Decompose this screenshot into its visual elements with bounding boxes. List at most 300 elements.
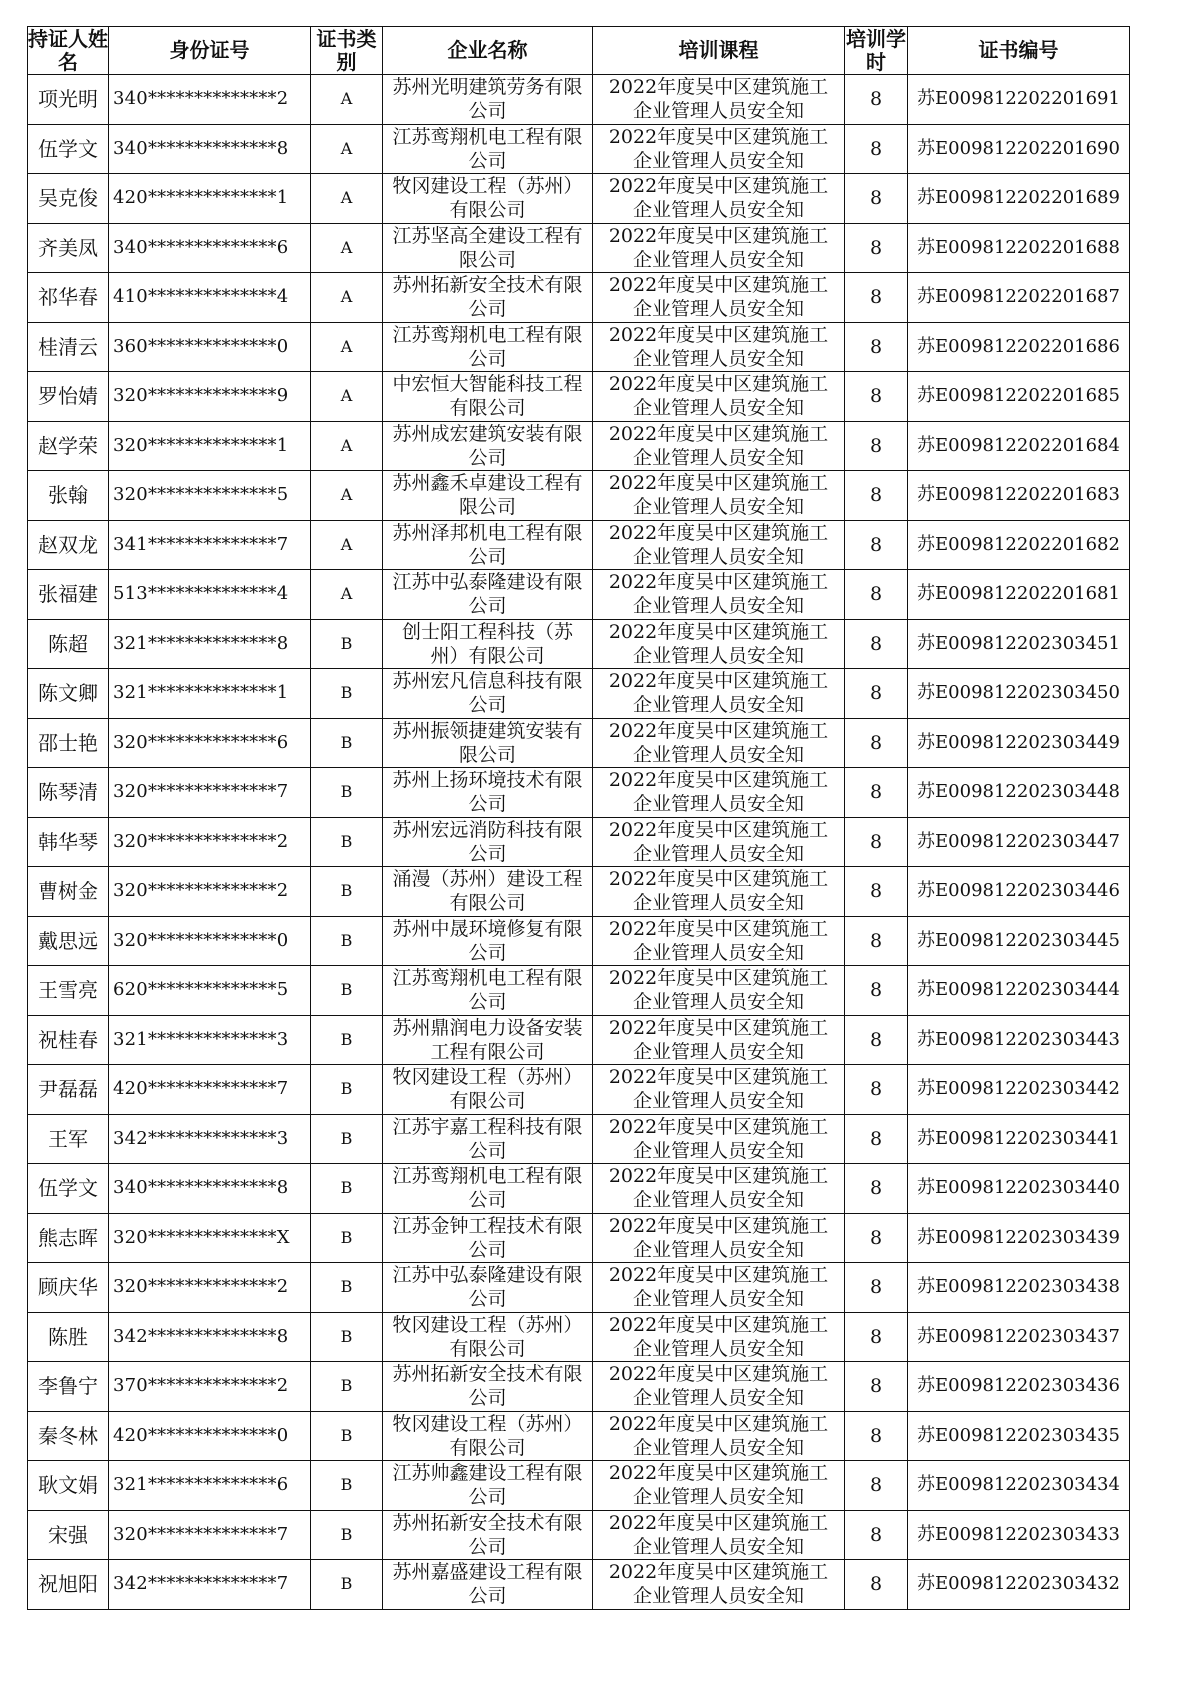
company-name-text: 苏州上扬环境技术有限公司 (392, 769, 583, 816)
table-row (28, 1510, 1130, 1560)
company-name-text: 牧冈建设工程（苏州）有限公司 (392, 1066, 583, 1113)
company-name-cell (383, 273, 593, 323)
id-number-cell: 410**************4 (109, 273, 311, 323)
cert-number-cell: 苏E009812202303439 (908, 1213, 1130, 1263)
cert-type-cell: A (311, 174, 383, 224)
training-course-text: 2022年度吴中区建筑施工企业管理人员安全知 (608, 917, 829, 964)
company-name-cell (383, 174, 593, 224)
company-name-cell (383, 916, 593, 966)
training-course-cell (593, 471, 845, 521)
training-hours-cell: 8 (845, 75, 908, 125)
id-number-cell: 320**************1 (109, 421, 311, 471)
cert-number-cell: 苏E009812202201681 (908, 570, 1130, 620)
cert-type-cell: A (311, 75, 383, 125)
training-course-cell (593, 372, 845, 422)
company-name-text: 苏州鼎润电力设备安装工程有限公司 (392, 1016, 583, 1063)
header-training-hours: 培训学时 (846, 26, 906, 74)
training-hours-cell: 8 (845, 718, 908, 768)
cert-number-cell: 苏E009812202303435 (908, 1411, 1130, 1461)
cert-type-cell: B (311, 916, 383, 966)
training-hours-cell: 8 (845, 1114, 908, 1164)
cert-number-cell: 苏E009812202201688 (908, 223, 1130, 273)
cert-number-cell: 苏E009812202303434 (908, 1461, 1130, 1511)
table-row (28, 916, 1130, 966)
id-number-cell: 513**************4 (109, 570, 311, 620)
cert-type-cell: A (311, 273, 383, 323)
cert-type-cell: B (311, 669, 383, 719)
table-row (28, 75, 1130, 125)
company-name-text: 江苏宇嘉工程科技有限公司 (392, 1115, 583, 1162)
training-hours-cell: 8 (845, 768, 908, 818)
company-name-cell (383, 1362, 593, 1412)
training-course-cell (593, 718, 845, 768)
cert-type-cell: B (311, 1362, 383, 1412)
cert-number-cell: 苏E009812202303449 (908, 718, 1130, 768)
table-row (28, 619, 1130, 669)
training-course-text: 2022年度吴中区建筑施工企业管理人员安全知 (608, 175, 829, 222)
id-number-cell: 420**************1 (109, 174, 311, 224)
company-name-cell (383, 1312, 593, 1362)
cert-type-cell: B (311, 966, 383, 1016)
id-number-cell: 320**************X (109, 1213, 311, 1263)
cert-number-cell: 苏E009812202303432 (908, 1560, 1130, 1610)
training-hours-cell: 8 (845, 124, 908, 174)
holder-name-cell: 赵学荣 (28, 421, 109, 471)
company-name-text: 创士阳工程科技（苏州）有限公司 (401, 620, 573, 667)
training-course-text: 2022年度吴中区建筑施工企业管理人员安全知 (608, 1561, 829, 1608)
training-course-cell (593, 817, 845, 867)
table-row (28, 1164, 1130, 1214)
table-row (28, 718, 1130, 768)
cert-type-cell: B (311, 1213, 383, 1263)
holder-name-cell: 熊志晖 (28, 1213, 109, 1263)
cert-type-cell: B (311, 1263, 383, 1313)
holder-name-cell: 邵士艳 (28, 718, 109, 768)
training-course-text: 2022年度吴中区建筑施工企业管理人员安全知 (608, 1066, 829, 1113)
table-row (28, 1362, 1130, 1412)
company-name-cell (383, 570, 593, 620)
id-number-cell: 342**************3 (109, 1114, 311, 1164)
training-course-text: 2022年度吴中区建筑施工企业管理人员安全知 (608, 1165, 829, 1212)
training-hours-cell: 8 (845, 174, 908, 224)
cert-type-cell: B (311, 1065, 383, 1115)
id-number-cell: 420**************7 (109, 1065, 311, 1115)
company-name-cell (383, 718, 593, 768)
company-name-text: 牧冈建设工程（苏州）有限公司 (392, 175, 583, 222)
training-course-cell (593, 223, 845, 273)
cert-number-cell: 苏E009812202303441 (908, 1114, 1130, 1164)
cert-type-cell: B (311, 867, 383, 917)
holder-name-cell: 宋强 (28, 1510, 109, 1560)
training-course-text: 2022年度吴中区建筑施工企业管理人员安全知 (608, 76, 829, 123)
training-course-cell (593, 1411, 845, 1461)
holder-name-cell: 王军 (28, 1114, 109, 1164)
holder-name-cell: 戴思远 (28, 916, 109, 966)
company-name-text: 苏州鑫禾卓建设工程有限公司 (392, 472, 583, 519)
training-course-text: 2022年度吴中区建筑施工企业管理人员安全知 (608, 323, 829, 370)
cert-number-cell: 苏E009812202201683 (908, 471, 1130, 521)
training-course-cell (593, 768, 845, 818)
training-course-cell (593, 1362, 845, 1412)
cert-number-cell: 苏E009812202303442 (908, 1065, 1130, 1115)
cert-number-cell: 苏E009812202303433 (908, 1510, 1130, 1560)
training-course-cell (593, 421, 845, 471)
cert-number-cell: 苏E009812202201684 (908, 421, 1130, 471)
training-course-text: 2022年度吴中区建筑施工企业管理人员安全知 (608, 1412, 829, 1459)
company-name-cell (383, 867, 593, 917)
id-number-cell: 342**************7 (109, 1560, 311, 1610)
training-hours-cell: 8 (845, 1312, 908, 1362)
training-course-cell (593, 1065, 845, 1115)
training-course-cell (593, 916, 845, 966)
cert-number-cell: 苏E009812202303438 (908, 1263, 1130, 1313)
training-course-cell (593, 1461, 845, 1511)
holder-name-cell: 项光明 (28, 75, 109, 125)
company-name-cell (383, 322, 593, 372)
table-row (28, 768, 1130, 818)
company-name-cell (383, 1164, 593, 1214)
cert-type-cell: B (311, 1461, 383, 1511)
company-name-cell (383, 1560, 593, 1610)
cert-number-cell: 苏E009812202303448 (908, 768, 1130, 818)
id-number-cell: 321**************8 (109, 619, 311, 669)
cert-number-cell: 苏E009812202303446 (908, 867, 1130, 917)
training-hours-cell: 8 (845, 1461, 908, 1511)
id-number-cell: 320**************2 (109, 867, 311, 917)
training-course-text: 2022年度吴中区建筑施工企业管理人员安全知 (608, 1264, 829, 1311)
training-course-text: 2022年度吴中区建筑施工企业管理人员安全知 (608, 1016, 829, 1063)
cert-type-cell: B (311, 817, 383, 867)
holder-name-cell: 祝桂春 (28, 1015, 109, 1065)
header-holder-name: 持证人姓名 (28, 26, 108, 74)
training-course-cell (593, 1510, 845, 1560)
holder-name-cell: 伍学文 (28, 124, 109, 174)
training-course-text: 2022年度吴中区建筑施工企业管理人员安全知 (608, 571, 829, 618)
company-name-text: 中宏恒大智能科技工程有限公司 (392, 373, 583, 420)
company-name-cell (383, 1510, 593, 1560)
holder-name-cell: 吴克俊 (28, 174, 109, 224)
training-course-cell (593, 619, 845, 669)
training-course-cell (593, 273, 845, 323)
table-row (28, 1015, 1130, 1065)
cert-number-cell: 苏E009812202303443 (908, 1015, 1130, 1065)
training-course-text: 2022年度吴中区建筑施工企业管理人员安全知 (608, 769, 829, 816)
training-course-text: 2022年度吴中区建筑施工企业管理人员安全知 (608, 1462, 829, 1509)
table-row (28, 1114, 1130, 1164)
cert-number-cell: 苏E009812202303440 (908, 1164, 1130, 1214)
cert-type-cell: B (311, 1510, 383, 1560)
id-number-cell: 321**************3 (109, 1015, 311, 1065)
cert-type-cell: A (311, 570, 383, 620)
header-cert-type: 证书类别 (311, 27, 383, 75)
training-course-cell (593, 570, 845, 620)
table-row (28, 669, 1130, 719)
training-hours-cell: 8 (845, 273, 908, 323)
training-hours-cell: 8 (845, 421, 908, 471)
training-hours-cell: 8 (845, 570, 908, 620)
cert-type-cell: A (311, 421, 383, 471)
cert-type-cell: B (311, 1114, 383, 1164)
table-body (28, 75, 1130, 1610)
company-name-text: 苏州拓新安全技术有限公司 (392, 274, 583, 321)
training-hours-cell: 8 (845, 1362, 908, 1412)
training-course-text: 2022年度吴中区建筑施工企业管理人员安全知 (608, 670, 829, 717)
id-number-cell: 620**************5 (109, 966, 311, 1016)
id-number-cell: 340**************6 (109, 223, 311, 273)
training-hours-cell: 8 (845, 1164, 908, 1214)
id-number-cell: 340**************8 (109, 1164, 311, 1214)
table-row (28, 1560, 1130, 1610)
training-hours-cell: 8 (845, 669, 908, 719)
training-hours-cell: 8 (845, 1213, 908, 1263)
holder-name-cell: 尹磊磊 (28, 1065, 109, 1115)
holder-name-cell: 王雪亮 (28, 966, 109, 1016)
company-name-text: 苏州拓新安全技术有限公司 (392, 1511, 583, 1558)
cert-number-cell: 苏E009812202303445 (908, 916, 1130, 966)
holder-name-cell: 陈胜 (28, 1312, 109, 1362)
training-course-cell (593, 966, 845, 1016)
company-name-text: 江苏帅鑫建设工程有限公司 (392, 1462, 583, 1509)
company-name-cell (383, 1213, 593, 1263)
company-name-text: 苏州拓新安全技术有限公司 (392, 1363, 583, 1410)
company-name-text: 牧冈建设工程（苏州）有限公司 (392, 1313, 583, 1360)
company-name-text: 苏州宏凡信息科技有限公司 (392, 670, 583, 717)
company-name-text: 苏州成宏建筑安装有限公司 (392, 422, 583, 469)
company-name-cell (383, 223, 593, 273)
cert-number-cell: 苏E009812202201690 (908, 124, 1130, 174)
cert-number-cell: 苏E009812202201685 (908, 372, 1130, 422)
cert-number-cell: 苏E009812202201682 (908, 520, 1130, 570)
training-course-cell (593, 1015, 845, 1065)
company-name-text: 涌漫（苏州）建设工程有限公司 (392, 868, 583, 915)
company-name-cell (383, 124, 593, 174)
training-hours-cell: 8 (845, 1411, 908, 1461)
company-name-cell (383, 1015, 593, 1065)
table-row (28, 817, 1130, 867)
cert-number-cell: 苏E009812202201686 (908, 322, 1130, 372)
cert-type-cell: A (311, 124, 383, 174)
company-name-cell (383, 817, 593, 867)
id-number-cell: 342**************8 (109, 1312, 311, 1362)
table-row (28, 1065, 1130, 1115)
company-name-text: 江苏中弘泰隆建设有限公司 (392, 1264, 583, 1311)
company-name-text: 苏州宏远消防科技有限公司 (392, 818, 583, 865)
table-header (28, 27, 1130, 75)
cert-type-cell: B (311, 718, 383, 768)
holder-name-cell: 祝旭阳 (28, 1560, 109, 1610)
training-course-text: 2022年度吴中区建筑施工企业管理人员安全知 (608, 1313, 829, 1360)
training-course-cell (593, 669, 845, 719)
id-number-cell: 320**************2 (109, 817, 311, 867)
header-cert-number: 证书编号 (908, 27, 1130, 75)
training-course-text: 2022年度吴中区建筑施工企业管理人员安全知 (608, 125, 829, 172)
training-course-text: 2022年度吴中区建筑施工企业管理人员安全知 (608, 373, 829, 420)
cert-type-cell: A (311, 322, 383, 372)
table-row (28, 372, 1130, 422)
training-course-cell (593, 1213, 845, 1263)
company-name-cell (383, 1263, 593, 1313)
table-row (28, 1461, 1130, 1511)
company-name-cell (383, 966, 593, 1016)
cert-number-cell: 苏E009812202201689 (908, 174, 1130, 224)
holder-name-cell: 韩华琴 (28, 817, 109, 867)
holder-name-cell: 罗怡婧 (28, 372, 109, 422)
training-course-cell (593, 867, 845, 917)
training-course-cell (593, 322, 845, 372)
id-number-cell: 420**************0 (109, 1411, 311, 1461)
holder-name-cell: 李鲁宁 (28, 1362, 109, 1412)
training-course-cell (593, 1560, 845, 1610)
table-row (28, 223, 1130, 273)
training-hours-cell: 8 (845, 619, 908, 669)
table-row (28, 174, 1130, 224)
company-name-text: 苏州光明建筑劳务有限公司 (392, 76, 583, 123)
holder-name-cell: 伍学文 (28, 1164, 109, 1214)
company-name-cell (383, 1114, 593, 1164)
holder-name-cell: 秦冬林 (28, 1411, 109, 1461)
company-name-cell (383, 75, 593, 125)
company-name-cell (383, 669, 593, 719)
training-course-text: 2022年度吴中区建筑施工企业管理人员安全知 (608, 1363, 829, 1410)
training-course-text: 2022年度吴中区建筑施工企业管理人员安全知 (608, 521, 829, 568)
company-name-text: 江苏鸾翔机电工程有限公司 (392, 125, 583, 172)
id-number-cell: 320**************0 (109, 916, 311, 966)
training-course-text: 2022年度吴中区建筑施工企业管理人员安全知 (608, 868, 829, 915)
company-name-cell (383, 1461, 593, 1511)
id-number-cell: 340**************8 (109, 124, 311, 174)
training-course-text: 2022年度吴中区建筑施工企业管理人员安全知 (608, 1214, 829, 1261)
id-number-cell: 320**************7 (109, 768, 311, 818)
certificate-table (27, 26, 1130, 1610)
company-name-cell (383, 520, 593, 570)
cert-number-cell: 苏E009812202303447 (908, 817, 1130, 867)
training-course-cell (593, 75, 845, 125)
holder-name-cell: 曹树金 (28, 867, 109, 917)
training-course-cell (593, 1263, 845, 1313)
training-course-cell (593, 124, 845, 174)
training-hours-cell: 8 (845, 322, 908, 372)
company-name-text: 苏州中晟环境修复有限公司 (392, 917, 583, 964)
company-name-text: 江苏鸾翔机电工程有限公司 (392, 323, 583, 370)
training-hours-cell: 8 (845, 1560, 908, 1610)
training-hours-cell: 8 (845, 520, 908, 570)
training-hours-cell: 8 (845, 223, 908, 273)
cert-type-cell: B (311, 1015, 383, 1065)
cert-number-cell: 苏E009812202303444 (908, 966, 1130, 1016)
table-row (28, 471, 1130, 521)
training-hours-cell: 8 (845, 372, 908, 422)
training-course-cell (593, 1114, 845, 1164)
table-row (28, 1213, 1130, 1263)
table-row (28, 124, 1130, 174)
cert-type-cell: B (311, 768, 383, 818)
holder-name-cell: 顾庆华 (28, 1263, 109, 1313)
company-name-cell (383, 768, 593, 818)
cert-type-cell: A (311, 372, 383, 422)
training-hours-cell: 8 (845, 817, 908, 867)
training-hours-cell: 8 (845, 867, 908, 917)
id-number-cell: 321**************1 (109, 669, 311, 719)
company-name-text: 苏州嘉盛建设工程有限公司 (392, 1561, 583, 1608)
training-course-text: 2022年度吴中区建筑施工企业管理人员安全知 (608, 422, 829, 469)
training-hours-cell: 8 (845, 966, 908, 1016)
id-number-cell: 360**************0 (109, 322, 311, 372)
training-hours-cell: 8 (845, 1065, 908, 1115)
id-number-cell: 320**************7 (109, 1510, 311, 1560)
id-number-cell: 320**************6 (109, 718, 311, 768)
cert-type-cell: B (311, 619, 383, 669)
cert-number-cell: 苏E009812202303436 (908, 1362, 1130, 1412)
table-row (28, 1411, 1130, 1461)
table-row (28, 1312, 1130, 1362)
table-row (28, 570, 1130, 620)
company-name-text: 江苏坚高全建设工程有限公司 (392, 224, 583, 271)
table-row (28, 421, 1130, 471)
cert-number-cell: 苏E009812202303437 (908, 1312, 1130, 1362)
cert-type-cell: A (311, 520, 383, 570)
training-course-cell (593, 520, 845, 570)
cert-type-cell: B (311, 1164, 383, 1214)
cert-number-cell: 苏E009812202201687 (908, 273, 1130, 323)
cert-type-cell: B (311, 1312, 383, 1362)
header-company-name: 企业名称 (383, 27, 593, 75)
holder-name-cell: 张福建 (28, 570, 109, 620)
cert-type-cell: A (311, 223, 383, 273)
holder-name-cell: 赵双龙 (28, 520, 109, 570)
company-name-cell (383, 421, 593, 471)
id-number-cell: 320**************2 (109, 1263, 311, 1313)
table-row (28, 322, 1130, 372)
training-course-text: 2022年度吴中区建筑施工企业管理人员安全知 (608, 1115, 829, 1162)
holder-name-cell: 陈超 (28, 619, 109, 669)
training-course-cell (593, 1164, 845, 1214)
holder-name-cell: 陈文卿 (28, 669, 109, 719)
company-name-text: 江苏鸾翔机电工程有限公司 (392, 1165, 583, 1212)
company-name-cell (383, 619, 593, 669)
training-hours-cell: 8 (845, 1015, 908, 1065)
holder-name-cell: 陈琴清 (28, 768, 109, 818)
company-name-cell (383, 471, 593, 521)
cert-type-cell: B (311, 1560, 383, 1610)
training-course-text: 2022年度吴中区建筑施工企业管理人员安全知 (608, 1511, 829, 1558)
header-row (28, 27, 1130, 75)
id-number-cell: 370**************2 (109, 1362, 311, 1412)
company-name-text: 江苏中弘泰隆建设有限公司 (392, 571, 583, 618)
header-training-course: 培训课程 (593, 27, 845, 75)
training-course-text: 2022年度吴中区建筑施工企业管理人员安全知 (608, 818, 829, 865)
training-hours-cell: 8 (845, 471, 908, 521)
cert-number-cell: 苏E009812202201691 (908, 75, 1130, 125)
cert-number-cell: 苏E009812202303450 (908, 669, 1130, 719)
table-row (28, 966, 1130, 1016)
holder-name-cell: 耿文娟 (28, 1461, 109, 1511)
id-number-cell: 320**************9 (109, 372, 311, 422)
company-name-text: 牧冈建设工程（苏州）有限公司 (392, 1412, 583, 1459)
table-row (28, 867, 1130, 917)
cert-type-cell: B (311, 1411, 383, 1461)
holder-name-cell: 齐美凤 (28, 223, 109, 273)
company-name-text: 苏州振领捷建筑安装有限公司 (392, 719, 583, 766)
training-course-text: 2022年度吴中区建筑施工企业管理人员安全知 (608, 274, 829, 321)
table-row (28, 1263, 1130, 1313)
company-name-cell (383, 1065, 593, 1115)
training-hours-cell: 8 (845, 1510, 908, 1560)
id-number-cell: 320**************5 (109, 471, 311, 521)
training-course-text: 2022年度吴中区建筑施工企业管理人员安全知 (608, 967, 829, 1014)
holder-name-cell: 桂清云 (28, 322, 109, 372)
company-name-text: 江苏金钟工程技术有限公司 (392, 1214, 583, 1261)
id-number-cell: 321**************6 (109, 1461, 311, 1511)
